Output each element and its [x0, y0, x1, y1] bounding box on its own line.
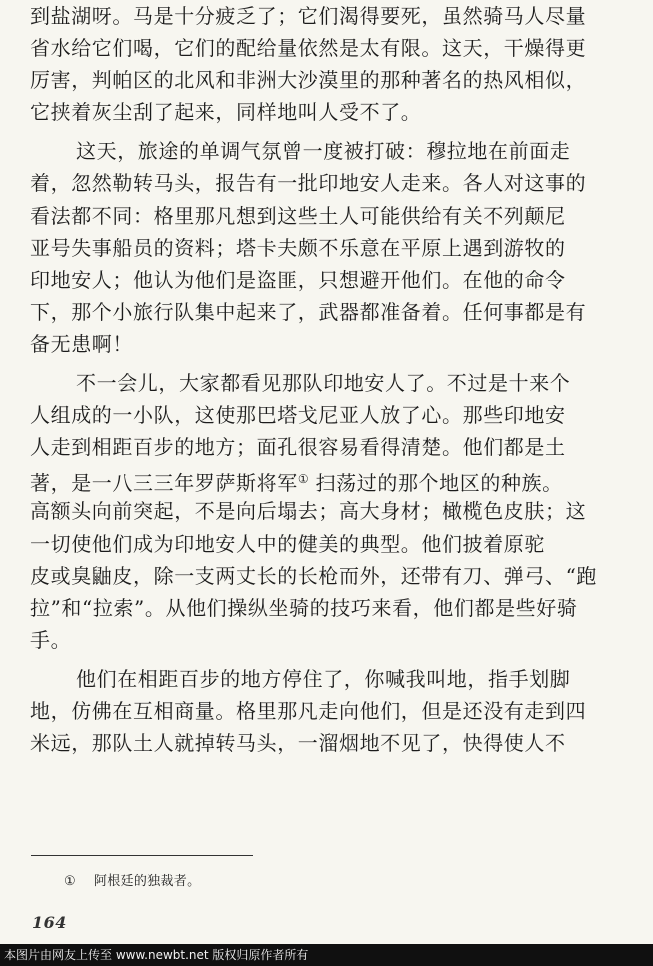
footnote-reference: ①: [297, 472, 309, 487]
text-line: 米远，那队土人就掉转马头，一溜烟地不见了，快得使人不: [30, 731, 566, 756]
body-text: [30, 0, 626, 759]
text-line: 厉害，判帕区的北风和非洲大沙漠里的那种著名的热风相似，: [30, 68, 587, 93]
text-line: 手。: [30, 627, 72, 652]
text-line: 拉”和“拉索”。从他们操纵坐骑的技巧来看，他们都是些好骑: [30, 595, 578, 620]
text-line: 高额头向前突起，不是向后塌去；高大身材；橄榄色皮肤；这: [30, 499, 587, 524]
text-line: 备无患啊！: [30, 331, 133, 356]
paragraph-first-line: 不一会儿，大家都看见那队印地安人了。不过是十来个: [76, 371, 571, 396]
paragraph-first-line: 他们在相距百步的地方停住了，你喊我叫地，指手划脚: [76, 666, 571, 691]
text-line: 人走到相距百步的地方；面孔很容易看得清楚。他们都是土: [30, 435, 566, 460]
paragraph-first-line: 这天，旅途的单调气氛曾一度被打破：穆拉地在前面走: [76, 139, 571, 164]
footnote-marker: ①: [64, 874, 76, 889]
text-line: 印地安人；他认为他们是盗匪，只想避开他们。在他的命令: [30, 267, 566, 292]
text-line: 下，那个小旅行队集中起来了，武器都准备着。任何事都是有: [30, 299, 587, 324]
text-line: 看法都不同：格里那凡想到这些土人可能供给有关不列颠尼: [30, 203, 566, 228]
text-line: 着，忽然勒转马头，报告有一批印地安人走来。各人对这事的: [30, 171, 587, 196]
text-segment: 扫荡过的那个地区的种族。: [315, 471, 563, 496]
text-line: 一切使他们成为印地安人中的健美的典型。他们披着原驼: [30, 531, 545, 556]
footnote-text: 阿根廷的独裁者。: [94, 874, 201, 889]
text-line: 省水给它们喝，它们的配给量依然是太有限。这天，干燥得更: [30, 36, 587, 61]
text-segment: 著，是一八三三年罗萨斯将军: [30, 471, 298, 496]
footnote: [64, 872, 200, 892]
text-line: 亚号失事船员的资料；塔卡夫颇不乐意在平原上遇到游牧的: [30, 235, 566, 260]
footnote-divider: [31, 855, 253, 856]
text-line: 人组成的一小队，这使那巴塔戈尼亚人放了心。那些印地安: [30, 403, 566, 428]
text-line: 到盐湖呀。马是十分疲乏了；它们渴得要死，虽然骑马人尽量: [30, 4, 587, 28]
text-line-with-footnote: [30, 463, 626, 495]
text-line: 皮或臭鼬皮，除一支两丈长的长枪而外，还带有刀、弹弓、“跑: [30, 563, 598, 588]
watermark-bar: 本图片由网友上传至 www.newbt.net 版权归原作者所有: [0, 944, 653, 966]
text-line: 地，仿佛在互相商量。格里那凡走向他们，但是还没有走到四: [30, 698, 587, 723]
text-line: 它挟着灰尘刮了起来，同样地叫人受不了。: [30, 100, 422, 125]
page-number: 164: [32, 913, 67, 932]
